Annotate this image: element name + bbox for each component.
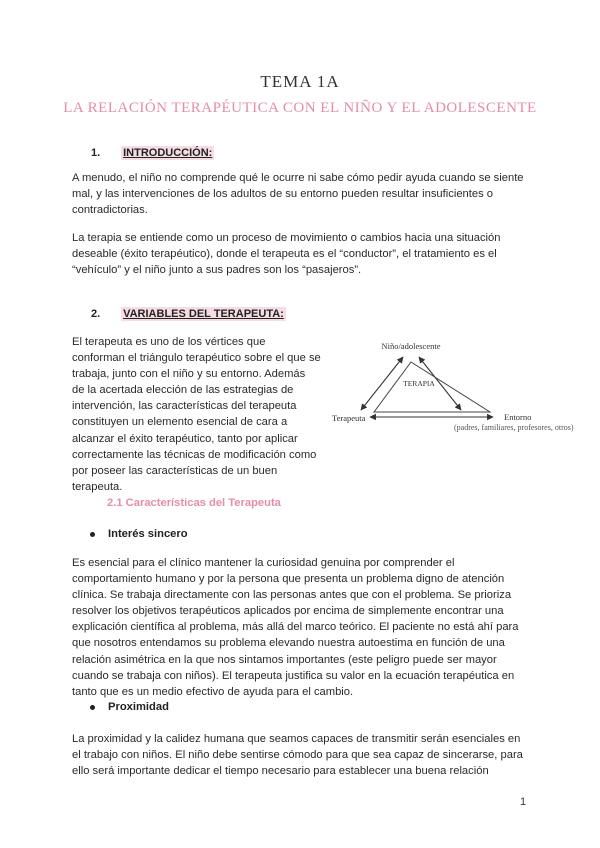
diagram-label-top: Niño/adolescente <box>381 341 441 351</box>
text-line: de la acertada elección de las estrategias de <box>72 384 294 397</box>
therapeutic-triangle-diagram <box>330 336 590 446</box>
section-2-number: 2. <box>91 308 101 320</box>
bullet-2-paragraph <box>72 731 552 779</box>
text-line: resolver los objetivos terapéuticos aplicados por encima de simplemente encontrar una <box>72 605 504 618</box>
text-line: alcanzar el éxito terapéutico, tanto por aplicar <box>72 432 298 445</box>
text-line: por poseer las características de un buen <box>72 464 278 477</box>
diagram-label-right: Entorno <box>504 412 532 422</box>
text-line: el trabajo con niños. El niño debe sentirse cómodo para que sea capaz de sincerarse, para <box>72 749 523 762</box>
bullet-1-paragraph <box>72 555 552 700</box>
text-line: “vehículo” y el niño junto a sus padres son los “pasajeros”. <box>72 264 362 277</box>
text-line: La terapia se entiende como un proceso de movimiento o cambios hacia una situación <box>72 232 501 244</box>
text-line: mal, y las intervenciones de los adultos de su entorno pueden resultar insuficientes o <box>72 188 494 201</box>
text-line: constituyen un elemento esencial de cara a <box>72 416 288 429</box>
text-line: correctamente las técnicas de modificación como <box>72 448 317 461</box>
text-line: Es esencial para el clínico mantener la curiosidad genuina por comprender el <box>72 557 455 569</box>
section-1-title: INTRODUCCIÓN: <box>123 147 213 159</box>
text-line: contradictorias. <box>72 204 148 217</box>
section-2-title: VARIABLES DEL TERAPEUTA: <box>123 308 284 320</box>
text-line: La proximidad y la calidez humana que seamos capaces de transmitir serán esenciales en <box>72 733 521 745</box>
bullet-proximidad <box>90 701 169 713</box>
diagram-label-center: TERAPIA <box>403 379 435 388</box>
text-line: que nosotros entendamos su problema elevando nuestra autoestima en función de una <box>72 637 505 650</box>
section-2-heading <box>91 304 286 322</box>
text-line: clínica. Se trabaja directamente con las personas antes que con el problema. Se prioriza <box>72 589 512 602</box>
section-1-heading <box>91 143 214 161</box>
diagram-label-left: Terapeuta <box>332 413 366 423</box>
bullet-dot-icon <box>90 705 95 710</box>
text-line: cuando se trabaja con niños). El terapeuta justifica su valor en la ecuación terapéutica en <box>72 669 515 682</box>
text-line: relación asimétrica en la que nos sintamos importantes (este peligro puede ser mayor <box>72 653 497 666</box>
section-2-paragraph <box>72 334 332 495</box>
page-subtitle: LA RELACIÓN TERAPÉUTICA CON EL NIÑO Y EL ADOLESCENTE <box>63 100 537 116</box>
text-line: comportamiento humano y por la persona que presenta un problema digno de atención <box>72 573 505 586</box>
text-line: ello será importante dedicar el tiempo necesario para establecer una buena relación <box>72 765 489 778</box>
text-line: trabaja, junto con el niño y su entorno. Además <box>72 368 306 381</box>
bullet-label: Proximidad <box>108 701 169 713</box>
text-line: El terapeuta es uno de los vértices que <box>72 336 266 348</box>
subsection-heading: 2.1 Características del Terapeuta <box>107 497 281 509</box>
page-title: TEMA 1A <box>260 72 340 91</box>
text-line: intervención, las características del terapeuta <box>72 400 297 413</box>
arrow-top-left <box>361 357 403 410</box>
page-number: 1 <box>520 796 527 808</box>
text-line: tanto que es un medio efectivo de ayuda para el cambio. <box>72 685 354 698</box>
section-1-number: 1. <box>91 147 101 159</box>
text-line: A menudo, el niño no comprende qué le ocurre ni sabe cómo pedir ayuda cuando se siente <box>72 172 524 184</box>
section-1-paragraph-1 <box>72 170 542 218</box>
text-line: terapeuta. <box>72 480 123 493</box>
bullet-label: Interés sincero <box>108 528 188 540</box>
bullet-dot-icon <box>90 532 95 537</box>
diagram-label-right-sub: (padres, familiares, profesores, otros) <box>454 423 574 432</box>
text-line: conforman el triángulo terapéutico sobre el que se <box>72 352 321 365</box>
text-line: explicación científica al problema, más allá del marco teórico. El paciente no está ahí para <box>72 621 519 634</box>
section-1-paragraph-2 <box>72 230 542 278</box>
bullet-interes-sincero <box>90 528 188 540</box>
text-line: deseable (éxito terapéutico), donde el terapeuta es el “conductor”, el tratamiento es el <box>72 248 497 261</box>
